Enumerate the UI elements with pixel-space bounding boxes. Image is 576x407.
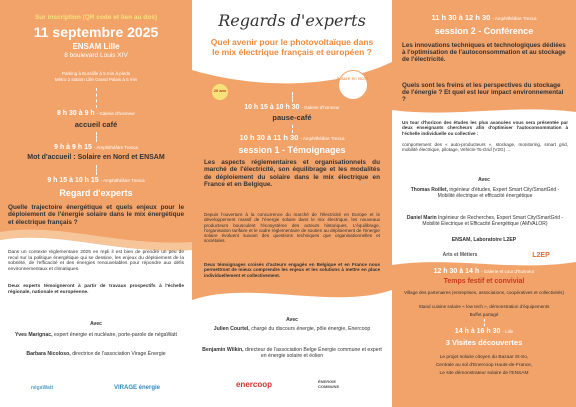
anniversary-badge: [338, 70, 368, 100]
venue-address: 8 boulevard Louis XIV: [64, 52, 128, 59]
energie-commune-logo: ÉNERGIE COMMUNE: [318, 379, 340, 389]
enercoop-logo: enercoop: [235, 379, 272, 389]
left-panel: [0, 0, 192, 407]
village-partners: Village des partenaires (entreprises, associations, coopératives et collectivités): [403, 290, 564, 295]
right-panel: [392, 0, 576, 407]
speaker-3: Julien Courtel, chargé du discours énergie, pôle énergie, Enercoop: [213, 326, 371, 332]
session-question: Quelle trajectoire énergétique et quels enjeux pour le déploiement de l'énergie solaire dans le mix énergétique et électrique français ?: [8, 204, 184, 226]
visit-2: Centrale au sol d'Enercoop Hauts-de-France,: [435, 363, 533, 368]
time-slot-5: 10 h 30 à 11 h 30 - Amphithéâtre Tresca: [239, 133, 345, 142]
activity-2: Mot d'accueil : Solaire en Nord et ENSAM: [27, 154, 165, 161]
event-date: 11 septembre 2025: [33, 24, 159, 40]
speaker-1: Yves Marignac, expert énergie et nucléaire, porte-parole de négaWatt: [15, 332, 177, 338]
time-slot-8: 14 h à 16 h 30 - Lille: [454, 328, 514, 335]
context-paragraph: Dans un contexte réglementaire 2025 en repli il est bien de prendre un peu de recul sur la politique énergétique qui se dessine, les enjeux du déploiement de la sobriété, de l'efficacité et des énergies renouvelables pour répondre aux défis environnementaux et climatiques.: [8, 250, 184, 272]
activity-3: Regard d'experts: [59, 188, 133, 198]
speaker-4: Benjamin Wilkin, directeur de l'association Belge Énergie commune et expert en énergie solaire et éolien: [202, 347, 382, 359]
middle-panel: [192, 0, 392, 407]
time-slot-7: 12 h 30 à 14 h - Galerie et cour d'honneur: [433, 268, 535, 275]
venue-name: ENSAM Lille: [72, 42, 120, 51]
visit-3: Le site démonstrateur solaire de l'ENSAM: [439, 371, 529, 376]
visit-1: Le projet solaire citoyen du Bazaar St-So,: [439, 355, 529, 360]
activity-7: Temps festif et convivial: [443, 278, 525, 285]
activity-8: 3 Visites découvertes: [445, 338, 523, 347]
solar-kitchen-stand: Stand cuisine solaire « low tech », démonstration d'équipements: [418, 304, 550, 309]
arts-et-metiers-logo: Arts et Métiers: [438, 248, 482, 262]
time-slot-2: 9 h à 9 h 15 - Amphithéâtre Tresca: [54, 144, 138, 151]
time-slot-4: 10 h 15 à 10 h 30 - Galerie d'honneur: [244, 104, 340, 111]
main-title: Regards d'experts: [218, 11, 366, 30]
speaker-5: Thomas Roillet, ingénieur d'études, Expert Smart City/SmartGrid - Mobilité électrique et efficacité énergétique: [410, 187, 560, 199]
access-metro: Métro 2 station Lille Grand Palais à 5 min: [54, 77, 138, 82]
time-slot-3: 9 h 15 à 10 h 15 - Amphithéâtre Tresca: [47, 177, 145, 184]
shared-buffet: Buffet partagé: [469, 312, 499, 317]
avec-label-mid: Avec: [286, 317, 298, 323]
speaker-6-org: ENSAM, Laboratoire L2EP: [451, 237, 517, 243]
access-parking: Parking à Euralille à 5 min à pieds: [61, 71, 131, 76]
activity-6: session 2 - Conférence: [434, 26, 534, 36]
activity-5: session 1 - Témoignages: [238, 145, 346, 155]
session1-body: Depuis l'ouverture à la concurrence du marché de l'électricité en Europe et le développement massif de l'énergie solaire dans le mix électrique, les nouveaux producteurs bousculent l'écosystème des acteurs historiques. L'équilibrage, l'organisation tarifaire et le cadre réglementaire de soutien au déploiement de l'énergie solaire évoluent suivant des questions techniques que organisationnelles et sociétales.: [204, 212, 380, 244]
inscription-note: Sur inscription (QR code et lien au dos): [34, 14, 158, 21]
speaker-6: Daniel Marin Ingénieur de Recherches, Expert Smart City/SmartGrid - Mobilité Électrique et Efficacité Énergétique (AMVALOR): [406, 215, 564, 227]
time-slot-6: 11 h 30 à 12 h 30 - Amphithéâtre Tresca: [431, 13, 537, 22]
session1-body-2: Deux témoignages croisés d'acteurs engagés en Belgique et en France nous permettront de mieux comprendre les enjeux et les solutions à mettre en place individuellement et collectivement.: [204, 262, 380, 278]
negawatt-logo: négaWatt: [30, 385, 54, 391]
context-paragraph-2: Deux experts témoigneront à partir de travaux prospectifs à l'échelle régionale, nationale et européenne.: [8, 284, 184, 295]
session2-intro: Les innovations techniques et technologiques dédiées à l'optimisation de l'autoconsommation et au stockage de l'électricité.: [402, 42, 566, 64]
session1-intro: Les aspects réglementaires et organisationnels du marché de l'électricité, son équilibrage et les modalités de déploiement du solaire dans le mix électrique en France et en Belgique.: [204, 159, 380, 189]
session2-body: Un tour d'horizon des études les plus avancées vous sera présentée par deux enseignants chercheurs afin d'optimiser l'autoconsommation à l'échelle individuelle ou collective :: [402, 120, 568, 136]
middle-shapes: [192, 0, 392, 407]
main-subtitle: Quel avenir pour le photovoltaïque dans le mix électrique français et européen ?: [210, 37, 374, 57]
virage-energie-logo: VIRAGE énergie: [113, 385, 160, 391]
l2ep-logo: L2EP: [524, 248, 558, 262]
speaker-2: Barbara Nicoloso, directrice de l'association Virage Énergie: [26, 351, 166, 357]
time-slot-1: 8 h 30 à 9 h - Galerie d'honneur: [56, 110, 136, 117]
session2-body-2: comportement des « auto-producteurs », stockage, monitoring, smart grid, mobilité électrique, pilotage, Vehicle-To-Grid (V2G) ...: [402, 142, 568, 153]
avec-label-left: Avec: [90, 321, 102, 327]
activity-1: accueil café: [74, 120, 118, 129]
activity-4: pause-café: [272, 113, 312, 122]
avec-label-right: Avec: [478, 177, 490, 183]
badge-years: 20 ans: [213, 88, 227, 93]
session2-question: Quels sont les freins et les perspectives du stockage de l'énergie ? Et quel est leur impact environnemental ?: [402, 82, 564, 104]
badge-text: Solaire en Nord: [336, 76, 368, 81]
